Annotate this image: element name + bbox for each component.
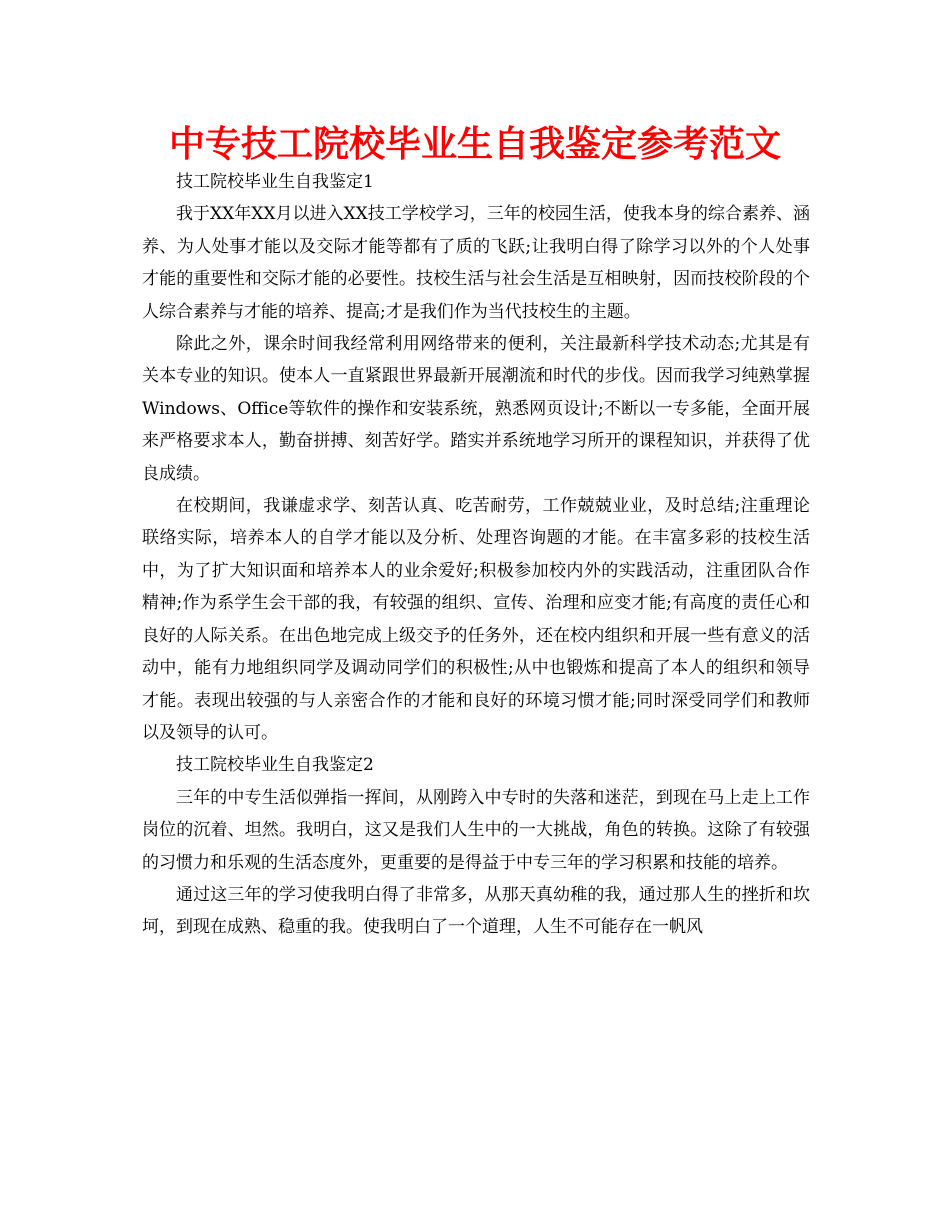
section-1 — [142, 166, 810, 749]
paragraph: 在校期间，我谦虚求学、刻苦认真、吃苦耐劳，工作兢兢业业，及时总结;注重理论联络实际，培养本人的自学才能以及分析、处理咨询题的才能。在丰富多彩的技校生活中，为了扩大知识面和培养本人的业余爱好;积极参加校内外的实践活动，注重团队合作精神;作为系学生会干部的我，有较强的组织、宣传、治理和应变才能;有高度的责任心和良好的人际关系。在出色地完成上级交予的任务外，还在校内组织和开展一些有意义的活动中，能有力地组织同学及调动同学们的积极性;从中也锻炼和提高了本人的组织和领导才能。表现出较强的与人亲密合作的才能和良好的环境习惯才能;同时深受同学们和教师以及领导的认可。 — [142, 496, 810, 743]
section-heading: 技工院校毕业生自我鉴定1 — [176, 172, 374, 192]
paragraph: 除此之外，课余时间我经常利用网络带来的便利，关注最新科学技术动态;尤其是有关本专业的知识。使本人一直紧跟世界最新开展潮流和时代的步伐。因而我学习纯熟掌握Windows、Office等软件的操作和安装系统，熟悉网页设计;不断以一专多能，全面开展来严格要求本人，勤奋拼搏、刻苦好学。踏实并系统地学习所开的课程知识，并获得了优良成绩。 — [142, 334, 810, 484]
section-2 — [142, 749, 810, 943]
paragraph: 三年的中专生活似弹指一挥间，从刚跨入中专时的失落和迷茫，到现在马上走上工作岗位的沉着、坦然。我明白，这又是我们人生中的一大挑战，角色的转换。这除了有较强的习惯力和乐观的生活态度外，更重要的是得益于中专三年的学习积累和技能的培养。 — [142, 787, 810, 873]
paragraph: 通过这三年的学习使我明白得了非常多，从那天真幼稚的我，通过那人生的挫折和坎坷，到现在成熟、稳重的我。使我明白了一个道理，人生不可能存在一帆风 — [142, 884, 810, 938]
section-heading: 技工院校毕业生自我鉴定2 — [176, 755, 374, 776]
paragraph: 我于XX年XX月以进入XX技工学校学习，三年的校园生活，使我本身的综合素养、涵养、为人处事才能以及交际才能等都有了质的飞跃;让我明白得了除学习以外的个人处事才能的重要性和交际才能的必要性。技校生活与社会生活是互相映射，因而技校阶段的个人综合素养与才能的培养、提高;才是我们作为当代技校生的主题。 — [142, 204, 810, 322]
document-title: 中专技工院校毕业生自我鉴定参考范文 — [168, 124, 781, 165]
document-body — [142, 166, 810, 944]
